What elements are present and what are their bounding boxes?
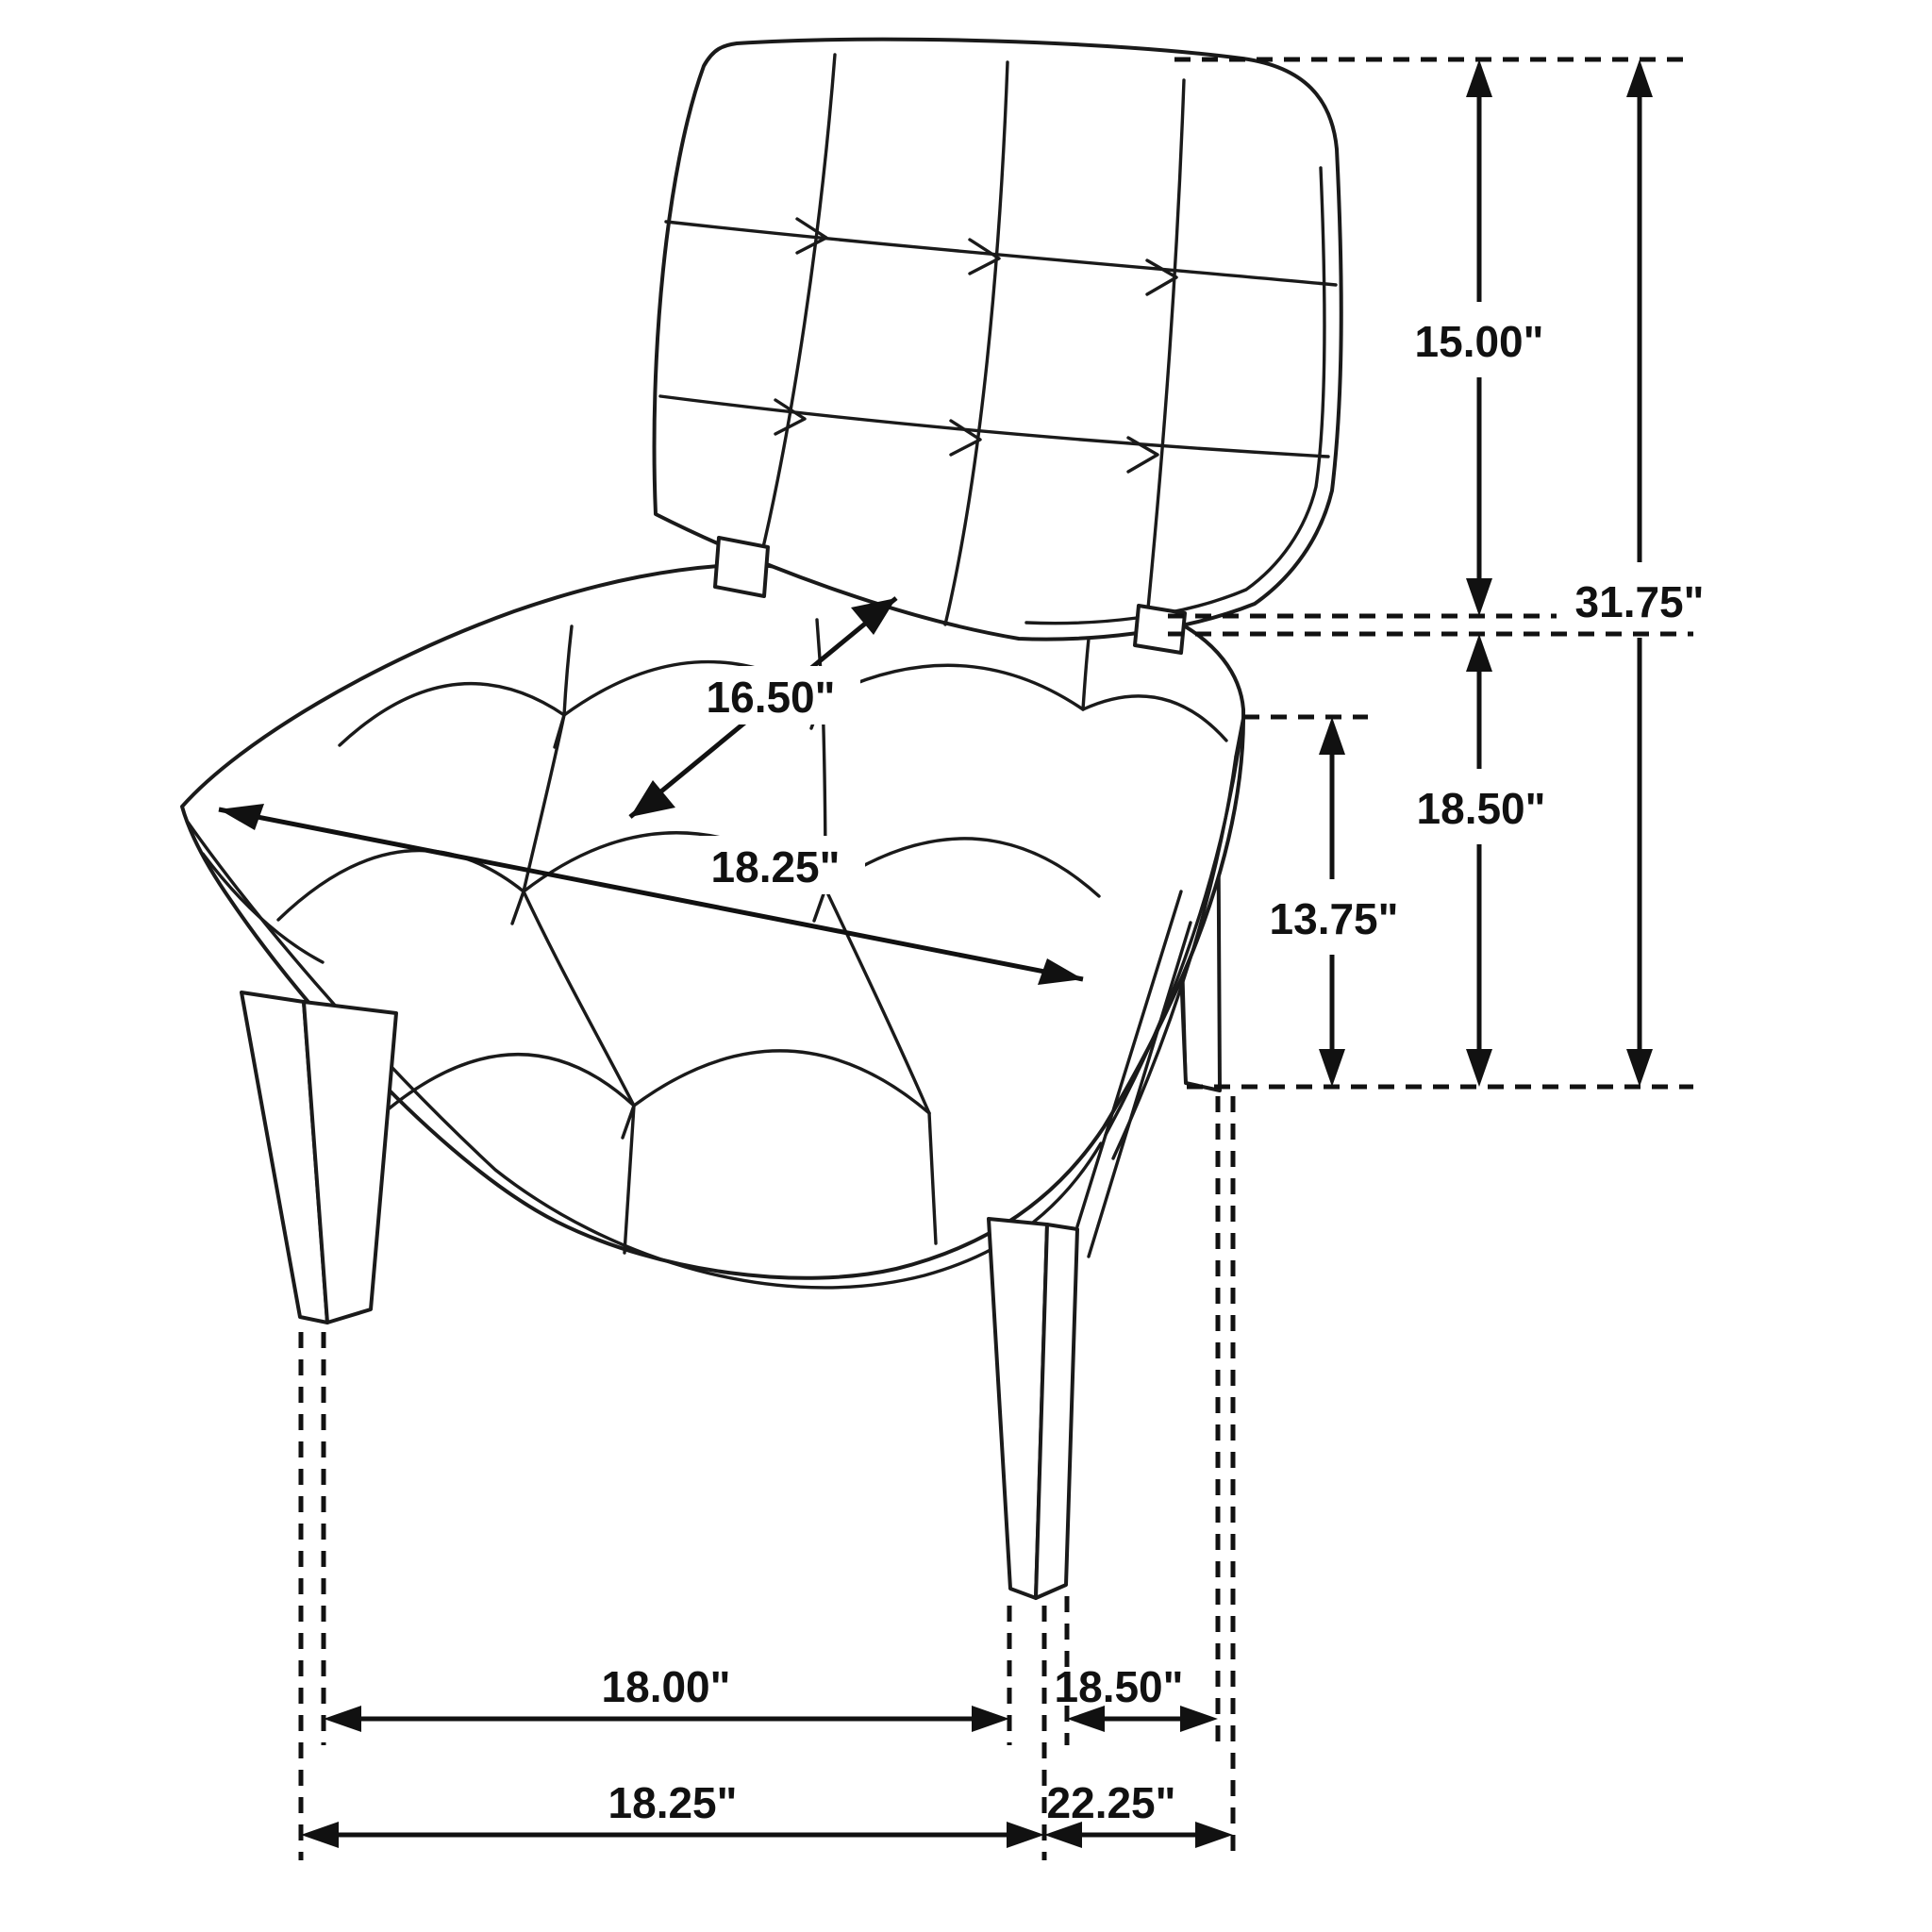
arrowhead-left <box>324 1706 361 1732</box>
dim-back-height <box>1396 59 1562 616</box>
dim-floor-to-apron <box>1249 717 1419 1087</box>
arrowhead-right <box>1007 1822 1044 1848</box>
back-height-label: 15.00" <box>1414 317 1544 366</box>
base-width-label: 18.25" <box>608 1778 738 1827</box>
arrowhead-down <box>1319 1049 1345 1087</box>
dim-base-depth <box>1044 1778 1233 1848</box>
arrowhead-right <box>972 1706 1009 1732</box>
dim-total-height <box>1557 59 1723 1087</box>
floor-to-seat-label: 18.50" <box>1416 784 1546 833</box>
arrowhead-left <box>301 1822 339 1848</box>
front-left-leg <box>242 992 396 1323</box>
dim-base-width <box>301 1778 1044 1848</box>
dim-floor-to-seat <box>1396 634 1566 1087</box>
dim-side-leg-spacing <box>1055 1662 1218 1732</box>
seat-width-label: 18.25" <box>710 842 841 891</box>
front-right-leg <box>989 1219 1077 1598</box>
arrowhead-right <box>1180 1706 1218 1732</box>
total-height-label: 31.75" <box>1574 577 1705 626</box>
arrowhead-right <box>1195 1822 1233 1848</box>
arrowhead-down <box>1626 1049 1653 1087</box>
arrowhead-up <box>1466 634 1492 672</box>
arrowhead-down <box>1466 1049 1492 1087</box>
chair-line-art <box>182 40 1341 1598</box>
arrowhead-up <box>1626 59 1653 97</box>
floor-to-apron-label: 13.75" <box>1269 894 1399 943</box>
arrowhead-down <box>1466 578 1492 616</box>
dim-front-leg-spacing <box>324 1662 1009 1732</box>
side-leg-spacing-label: 18.50" <box>1054 1662 1184 1711</box>
seat-depth-label: 16.50" <box>706 673 836 722</box>
arrowhead-up <box>1319 717 1345 755</box>
base-depth-label: 22.25" <box>1046 1778 1176 1827</box>
front-leg-spacing-label: 18.00" <box>601 1662 731 1711</box>
arrowhead-up <box>1466 59 1492 97</box>
